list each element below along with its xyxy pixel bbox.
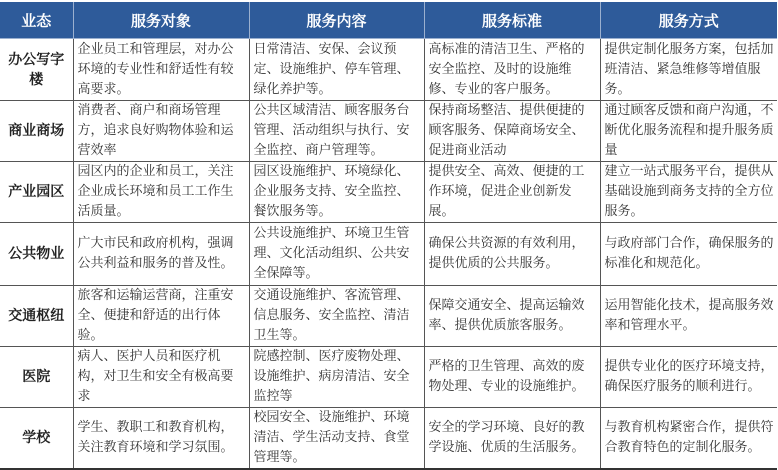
table-row	[0, 347, 777, 408]
table-row	[0, 286, 777, 347]
table-row	[0, 101, 777, 162]
header-row	[0, 2, 777, 39]
cell-target: 病人、医护人员和医疗机构，对卫生和安全有极高要求	[73, 347, 249, 408]
header-standard: 服务标准	[424, 2, 600, 39]
cell-standard: 安全的学习环境、良好的教学设施、优质的生活服务。	[424, 408, 600, 470]
cell-type: 办公写字楼	[0, 39, 73, 101]
cell-method: 提供专业化的医疗环境支持，确保医疗服务的顺利进行。	[600, 347, 777, 408]
cell-method: 与教育机构紧密合作，提供符合教育特色的定制化服务。	[600, 408, 777, 470]
cell-target: 学生、教职工和教育机构，关注教育环境和学习氛围。	[73, 408, 249, 470]
cell-method: 建立一站式服务平台，提供从基础设施到商务支持的全方位服务。	[600, 162, 777, 223]
table-row	[0, 162, 777, 223]
header-target: 服务对象	[73, 2, 249, 39]
cell-content: 公共设施维护、环境卫生管理、文化活动组织、公共安全保障等。	[249, 223, 424, 286]
cell-standard: 高标准的清洁卫生、严格的安全监控、及时的设施维修、专业的客户服务。	[424, 39, 600, 101]
cell-target: 消费者、商户和商场管理方，追求良好购物体验和运营效率	[73, 101, 249, 162]
cell-method: 通过顾客反馈和商户沟通，不断优化服务流程和提升服务质量	[600, 101, 777, 162]
cell-target: 广大市民和政府机构，强调公共利益和服务的普及性。	[73, 223, 249, 286]
cell-target: 企业员工和管理层，对办公环境的专业性和舒适性有较高要求。	[73, 39, 249, 101]
cell-standard: 提供安全、高效、便捷的工作环境，促进企业创新发展。	[424, 162, 600, 223]
header-type: 业态	[0, 2, 73, 39]
cell-type: 产业园区	[0, 162, 73, 223]
cell-target: 旅客和运输运营商，注重安全、便捷和舒适的出行体验。	[73, 286, 249, 347]
cell-content: 校园安全、设施维护、环境清洁、学生活动支持、食堂管理等。	[249, 408, 424, 470]
property-service-table	[0, 2, 777, 470]
cell-type: 医院	[0, 347, 73, 408]
cell-content: 院感控制、医疗废物处理、设施维护、病房清洁、安全监控等	[249, 347, 424, 408]
cell-standard: 保障交通安全、提高运输效率、提供优质旅客服务。	[424, 286, 600, 347]
cell-content: 园区设施维护、环境绿化、企业服务支持、安全监控、餐饮服务等。	[249, 162, 424, 223]
cell-method: 提供定制化服务方案，包括加班清洁、紧急维修等增值服务。	[600, 39, 777, 101]
table-row	[0, 223, 777, 286]
cell-method: 运用智能化技术，提高服务效率和管理水平。	[600, 286, 777, 347]
table-row	[0, 408, 777, 470]
table-row	[0, 39, 777, 101]
cell-target: 园区内的企业和员工，关注企业成长环境和员工工作生活质量。	[73, 162, 249, 223]
cell-content: 公共区域清洁、顾客服务台管理、活动组织与执行、安全监控、商户管理等。	[249, 101, 424, 162]
cell-method: 与政府部门合作，确保服务的标准化和规范化。	[600, 223, 777, 286]
cell-content: 日常清洁、安保、会议预定、设施维护、停车管理、绿化养护等。	[249, 39, 424, 101]
cell-type: 交通枢纽	[0, 286, 73, 347]
cell-standard: 严格的卫生管理、高效的废物处理、专业的设施维护。	[424, 347, 600, 408]
cell-content: 交通设施维护、客流管理、信息服务、安全监控、清洁卫生等。	[249, 286, 424, 347]
cell-type: 公共物业	[0, 223, 73, 286]
header-method: 服务方式	[600, 2, 777, 39]
cell-standard: 确保公共资源的有效利用，提供优质的公共服务。	[424, 223, 600, 286]
cell-type: 商业商场	[0, 101, 73, 162]
cell-standard: 保持商场整洁、提供便捷的顾客服务、保障商场安全、促进商业活动	[424, 101, 600, 162]
cell-type: 学校	[0, 408, 73, 470]
header-content: 服务内容	[249, 2, 424, 39]
